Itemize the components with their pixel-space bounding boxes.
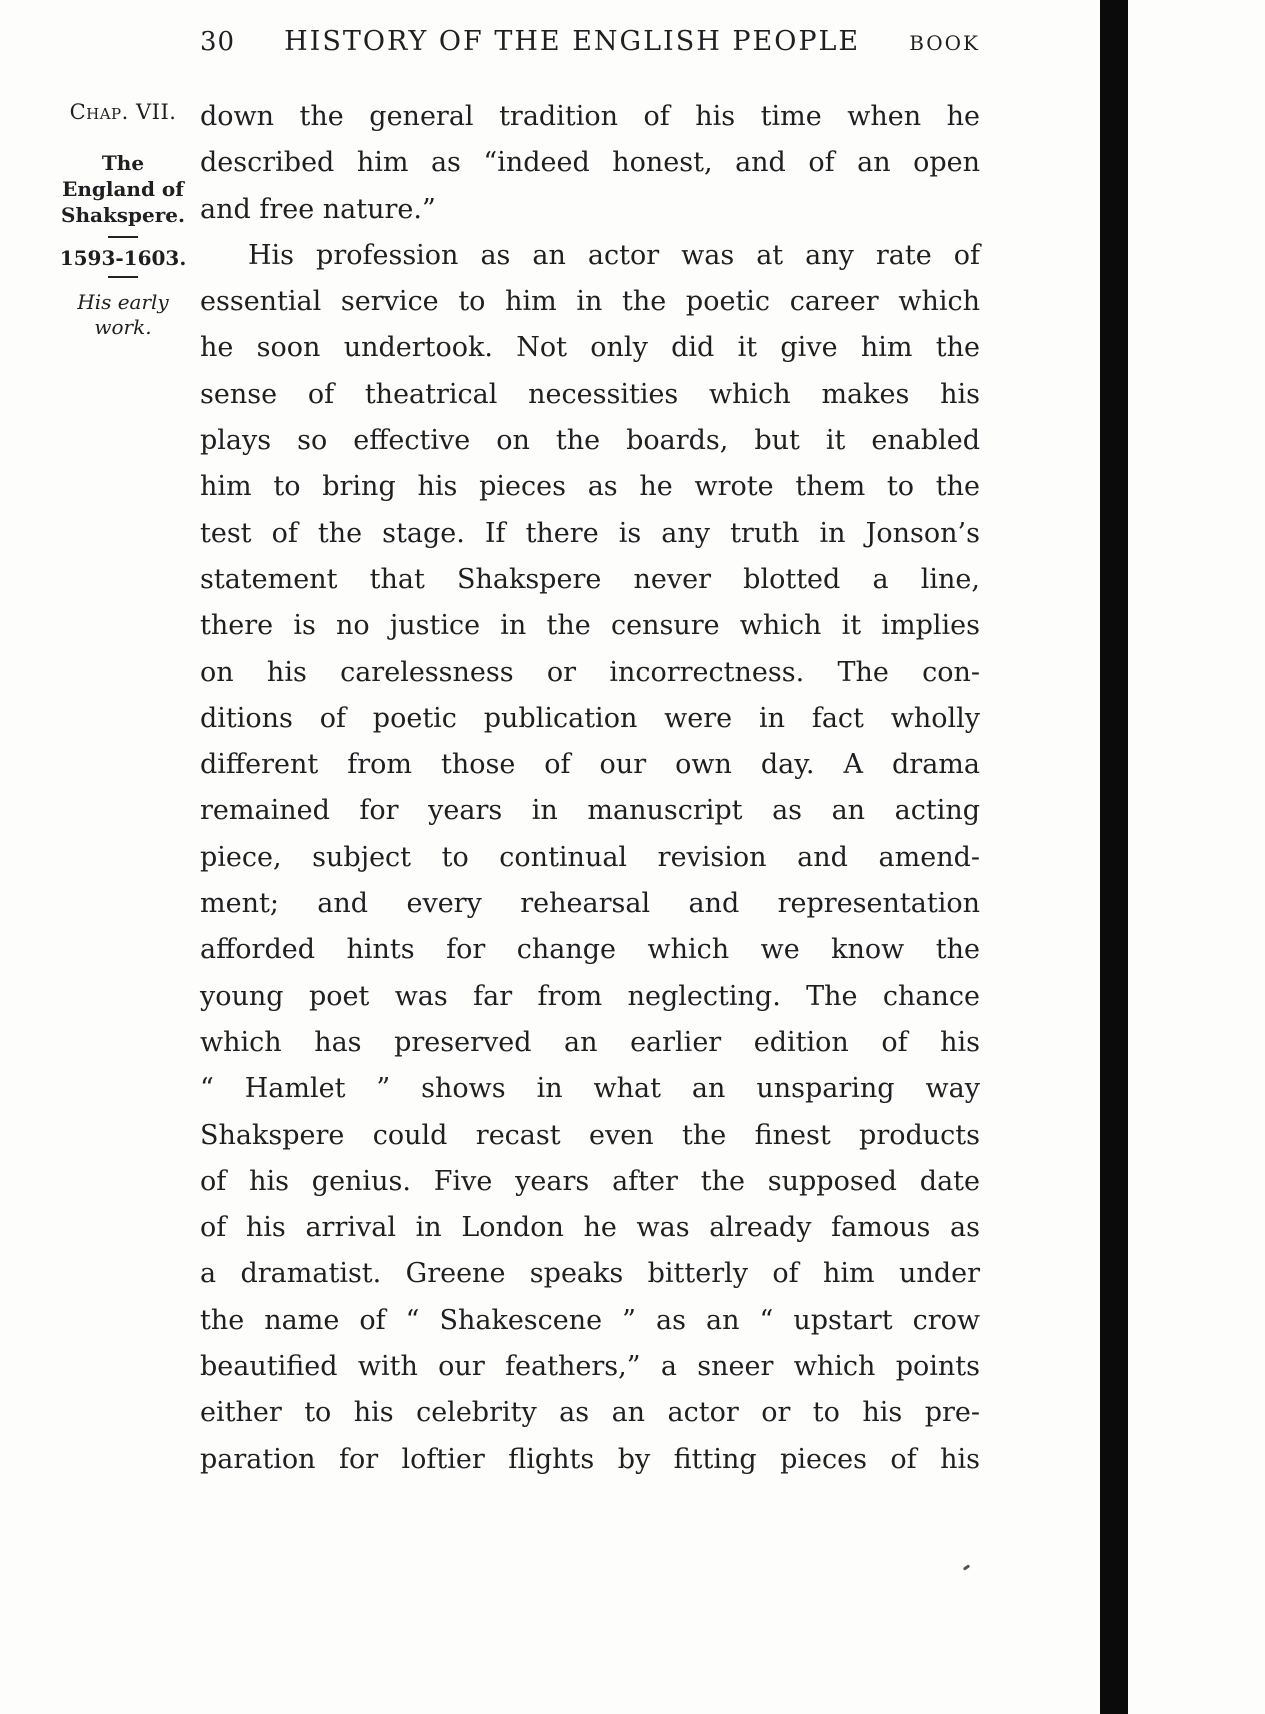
- body-line: statement that Shakspere never blotted a line,: [200, 563, 980, 595]
- body-line: on his carelessness or incorrectness. The con-: [200, 656, 980, 688]
- body-line: His profession as an actor was at any rate of: [248, 239, 980, 271]
- margin-early-work-line: work.: [94, 315, 152, 339]
- header-title: HISTORY OF THE ENGLISH PEOPLE: [284, 26, 861, 57]
- body-text: [200, 94, 980, 1483]
- body-line: paration for loftier flights by fitting pieces of his: [200, 1443, 980, 1475]
- body-line: a dramatist. Greene speaks bitterly of him under: [200, 1258, 980, 1290]
- body-line: plays so effective on the boards, but it enabled: [200, 425, 980, 457]
- body-line: of his arrival in London he was already famous as: [200, 1212, 980, 1244]
- body-line: afforded hints for change which we know the: [200, 934, 980, 966]
- page-number: 30: [200, 27, 236, 57]
- margin-early-work-note: [48, 290, 198, 340]
- body-line: he soon undertook. Not only did it give him the: [200, 332, 980, 364]
- header-book-label: BOOK: [909, 31, 980, 55]
- margin-dates-note: 1593-1603.: [59, 246, 187, 270]
- body-line: ditions of poetic publication were in fact wholly: [200, 702, 980, 734]
- body-line: essential service to him in the poetic career which: [200, 286, 980, 318]
- body-line: of his genius. Five years after the supposed date: [200, 1165, 980, 1197]
- body-line: described him as “indeed honest, and of an open: [200, 147, 980, 179]
- body-line: which has preserved an earlier edition of his: [200, 1026, 980, 1058]
- running-head: [200, 26, 980, 57]
- body-line: beautified with our feathers,” a sneer which points: [200, 1351, 980, 1383]
- scan-gutter-bar: [1100, 0, 1128, 1714]
- margin-rule: [108, 276, 138, 278]
- margin-rule: [108, 236, 138, 238]
- body-line: remained for years in manuscript as an acting: [200, 795, 980, 827]
- margin-early-work-line: His early: [77, 290, 169, 314]
- body-line: piece, subject to continual revision and amend-: [200, 841, 980, 873]
- body-line: there is no justice in the censure which it implies: [200, 610, 980, 642]
- body-line: either to his celebrity as an actor or to his pre-: [200, 1397, 980, 1429]
- body-line: the name of “ Shakescene ” as an “ upstart crow: [200, 1304, 980, 1336]
- body-line: him to bring his pieces as he wrote them to the: [200, 471, 980, 503]
- body-line: down the general tradition of his time when he: [200, 101, 980, 132]
- body-line: ment; and every rehearsal and representation: [200, 888, 980, 920]
- body-line: and free nature.”: [200, 193, 436, 225]
- margin-title-note: [48, 150, 198, 228]
- body-line: Shakspere could recast even the finest products: [200, 1119, 980, 1151]
- body-line: young poet was far from neglecting. The chance: [200, 980, 980, 1012]
- body-line: sense of theatrical necessities which makes his: [200, 378, 980, 410]
- body-line: different from those of our own day. A drama: [200, 749, 980, 781]
- scan-artifact: [963, 1564, 970, 1570]
- margin-title-line: England of: [62, 177, 184, 201]
- margin-chapter-note: Chap. VII.: [69, 100, 177, 124]
- body-line: test of the stage. If there is any truth in Jonson’s: [200, 517, 980, 549]
- margin-title-line: The: [101, 151, 145, 175]
- body-line: “ Hamlet ” shows in what an unsparing way: [200, 1073, 980, 1105]
- margin-title-line: Shakspere.: [61, 203, 185, 227]
